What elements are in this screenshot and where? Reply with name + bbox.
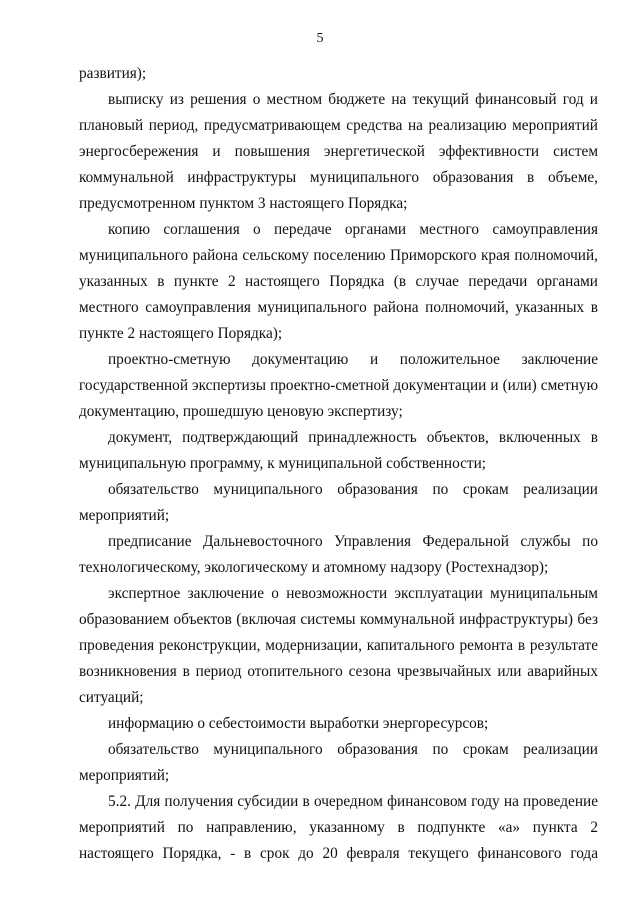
paragraph-obligation-repeat: обязательство муниципального образования по срокам реализации мероприятий; bbox=[79, 741, 598, 784]
paragraph-continuation: развития); bbox=[79, 65, 147, 82]
paragraph-section-5-2: 5.2. Для получения субсидии в очередном финансовом году на проведение мероприятий по направлению, указанному в подпункте «а» пункта 2 настоящего Порядка, - в срок до 20 февраля текущего финансового года bbox=[79, 793, 598, 862]
document-body bbox=[79, 61, 598, 867]
paragraph-ownership-document: документ, подтверждающий принадлежность объектов, включенных в муниципальную программу, к муниципальной собственности; bbox=[79, 429, 598, 472]
paragraph-agreement-copy: копию соглашения о передаче органами местного самоуправления муниципального района сельскому поселению Приморского края полномочий, указанных в пункте 2 настоящего Порядка (в случае передачи органами местного самоуправления муниципального района полномочий, указанных в пункте 2 настоящего Порядка); bbox=[79, 221, 598, 342]
paragraph-obligation: обязательство муниципального образования по срокам реализации мероприятий; bbox=[79, 481, 598, 524]
page-number: 5 bbox=[316, 31, 324, 46]
paragraph-cost-information: информацию о себестоимости выработки энергоресурсов; bbox=[108, 715, 489, 732]
paragraph-rostekhnadzor-order: предписание Дальневосточного Управления Федеральной службы по технологическому, экологическому и атомному надзору (Ростехнадзор); bbox=[79, 533, 598, 576]
paragraph-project-documentation: проектно-сметную документацию и положительное заключение государственной экспертизы проектно-сметной документации и (или) сметную документацию, прошедшую ценовую экспертизу; bbox=[79, 351, 598, 420]
paragraph-budget-extract: выписку из решения о местном бюджете на текущий финансовый год и плановый период, предусматривающем средства на реализацию мероприятий энергосбережения и повышения энергетической эффективности систем коммунальной инфраструктуры муниципального образования в объеме, предусмотренном пунктом 3 настоящего Порядка; bbox=[79, 91, 598, 212]
paragraph-expert-conclusion: экспертное заключение о невозможности эксплуатации муниципальным образованием объектов (включая системы коммунальной инфраструктуры) без проведения реконструкции, модернизации, капитального ремонта в результате возникновения в период отопительного сезона чрезвычайных или аварийных ситуаций; bbox=[79, 585, 598, 706]
